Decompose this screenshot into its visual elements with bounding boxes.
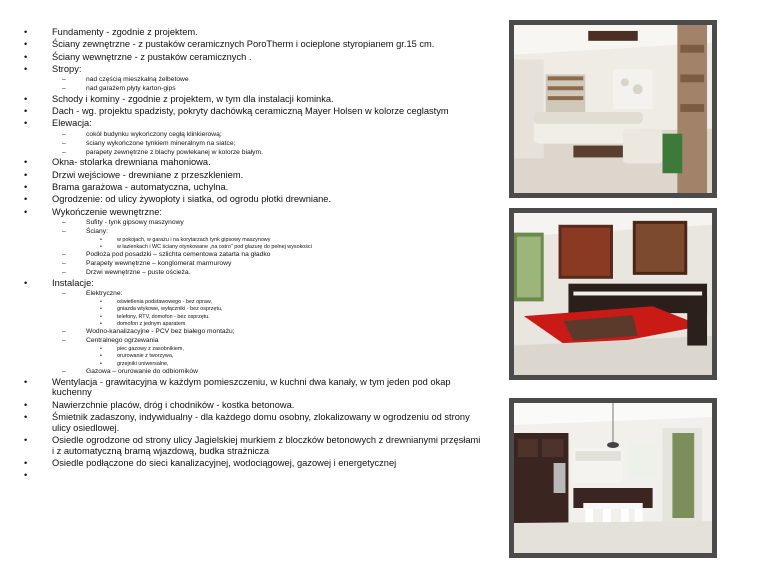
list-item-text: Ściany: [86,227,108,235]
list-item-text: gniazda wtykowe, wyłączniki - bez osprzętu, [117,306,223,313]
list-item-text: Ściany zewnętrzne - z pustaków ceramicznych PoroTherm i ocieplone styropianem gr.15 cm. [52,39,435,50]
list-item-text: Elektryczne: [86,290,123,298]
list-item-text: Ściany wewnętrzne - z pustaków ceramicznych . [52,51,252,62]
bullet-marker: • [24,181,28,192]
bullet-marker: – [62,148,66,156]
bullet-marker: • [100,360,102,367]
list-item-text: nad garażem płyty karton-gips [86,85,176,93]
bullet-marker: • [24,27,28,37]
bullet-marker: – [62,260,66,268]
bullet-marker: • [24,194,28,205]
list-item-text: Centralnego ogrzewania [86,337,159,345]
bullet-marker: – [62,227,66,235]
bullet-marker: • [24,470,28,481]
list-item [24,244,494,250]
bullet-marker: • [24,435,28,446]
list-item-text: orurowanie z tworzywa, [117,353,174,360]
list-item [24,314,494,320]
bullet-marker: • [100,236,102,243]
list-item-text: Okna- stolarka drewniana mahoniowa. [52,157,211,168]
bullet-marker: • [24,277,28,288]
list-item-text: Fundamenty - zgodnie z projektem. [52,27,198,37]
list-item-text: Nawierzchnie placów, dróg i chodników - kostka betonowa. [52,399,295,410]
bullet-marker: – [62,85,66,93]
list-item-text: w łazienkach i WC ściany otynkowane „na ostro" pod glazurę do pełnej wysokości [117,243,312,250]
list-item [24,458,494,469]
bullet-marker: • [100,313,102,320]
list-item-text: piec gazowy z zasobnikiem, [117,346,184,353]
list-item-text: parapety zewnętrzne z blachy powlekanej w kolorze białym. [86,148,263,156]
list-item-text: w pokojach, w garażu i na korytarzach tynk gipsowy maszynowy [117,236,271,243]
list-item-text: oświetlenia podstawowego - bez opraw, [117,299,212,306]
list-item-text: Instalacje: [52,277,94,288]
living-room-render [509,20,717,198]
list-item [24,346,494,352]
list-item-text: Gazowa – orurowanie do odbiorników [86,367,198,375]
list-item [24,328,494,336]
bullet-marker: – [62,367,66,375]
list-item [24,157,494,168]
bullet-marker: – [62,76,66,84]
kitchen-render [509,398,717,558]
list-item [24,237,494,243]
bullet-marker: • [100,306,102,313]
bullet-marker: – [62,139,66,147]
list-item [24,52,494,63]
list-item [24,118,494,129]
bullet-marker: • [24,206,28,217]
list-item [24,149,494,157]
bullet-marker: – [62,328,66,336]
list-item [24,377,482,398]
bullet-marker: • [100,299,102,306]
bullet-marker: • [24,51,28,62]
list-item-text: Dach - wg. projektu spadzisty, pokryty dachówką ceramiczną Mayer Holsen w kolorze ceglastym [52,106,449,117]
list-item [24,299,494,305]
list-item [24,94,494,105]
list-item-text: Drzwi wejściowe - drewniane z przeszkleniem. [52,169,244,180]
list-item-text: Schody i kominy - zgodnie z projektem, w tym dla instalacji kominka. [52,93,334,104]
list-item-text: Stropy: [52,63,82,74]
list-item [24,194,494,205]
list-item [24,251,494,259]
list-item [24,219,494,227]
list-item-text: Ogrodzenie: od ulicy żywopłoty i siatka, od ogrodu płotki drewniane. [52,194,332,205]
list-item-text: domofon z jednym aparatem [117,320,186,327]
bullet-marker: – [62,130,66,138]
bullet-marker: • [24,118,28,129]
list-item-text: Podłoża pod posadzki – szlichta cementowa zatarta na gładko [86,251,271,259]
list-item [24,182,494,193]
list-item-text: ściany wykończone tynkiem mineralnym na siatce; [86,139,236,147]
list-item [24,260,494,268]
list-item [24,85,494,93]
list-item [24,306,494,312]
bullet-marker: – [62,337,66,345]
bullet-marker: – [62,290,66,298]
bullet-marker: • [24,376,28,387]
list-item [24,278,494,289]
list-item [24,321,494,327]
bullet-marker: – [62,268,66,276]
list-item [24,64,494,75]
list-item [24,207,494,218]
list-item-text: Śmietnik zadaszony, indywidualny - dla każdego domu osobny, zlokalizowany w ogrodzeniu od strony ulicy osiedlowej. [52,412,470,433]
list-item-text: Sufity - tynk gipsowy maszynowy [86,218,184,226]
bullet-marker: • [24,157,28,168]
bullet-marker: • [24,63,28,74]
list-item [24,269,494,277]
list-item-text: cokół budynku wykończony cegłą klinkierową; [86,130,222,138]
list-item [24,76,494,84]
list-item-text: Osiedle ogrodzone od strony ulicy Jagielskiej murkiem z bloczków betonowych z drewnianymi przęsłami i z automatyczną bramą wjazdową, budka strażnicza [52,435,481,456]
list-item [24,131,494,139]
specification-list [24,27,494,481]
list-item-text: Wodno-kanalizacyjne - PCV bez białego montażu; [86,328,235,336]
bullet-marker: • [24,106,28,117]
bullet-marker: • [24,169,28,180]
list-item-text: telefony, RTV, domofon - bez osprzętu. [117,313,210,320]
bullet-marker: – [62,251,66,259]
list-item [24,353,494,359]
list-item [24,400,494,411]
bullet-marker: • [100,353,102,360]
bullet-marker: • [24,457,28,468]
bullet-marker: • [100,346,102,353]
list-item [24,228,494,236]
bullet-marker: • [100,320,102,327]
list-item [24,412,482,433]
list-item [24,361,494,367]
list-item [24,435,482,456]
bullet-marker: • [24,399,28,410]
list-item [24,39,494,50]
list-item-text: Drzwi wewnętrzne – puste ościeża. [86,268,191,276]
bullet-marker: – [62,218,66,226]
list-item-text: Elewacja: [52,118,92,129]
bullet-marker: • [100,243,102,250]
list-item-text: Brama garażowa - automatyczna, uchylna. [52,181,229,192]
list-item [24,140,494,148]
list-item-text: Wentylacja - grawitacyjna w każdym pomieszczeniu, w kuchni dwa kanały, w tym jeden pod okap kuchenny [52,376,451,398]
list-item-text: grzejniki uniwersalne, [117,360,169,367]
list-item [24,337,494,345]
bullet-marker: • [24,412,28,423]
list-item [24,106,494,117]
bullet-marker: • [24,93,28,104]
list-item-text: Parapety wewnętrzne – konglomerat marmurowy [86,260,232,268]
list-item-text: Osiedle podłączone do sieci kanalizacyjnej, wodociągowej, gazowej i energetycznej [52,457,397,468]
list-item-text: Wykończenie wewnętrzne: [52,206,162,217]
list-item [24,27,494,38]
list-item [24,368,494,376]
list-item-text: nad częścią mieszkalną żelbetowe [86,76,189,84]
bullet-marker: • [24,39,28,50]
list-item [24,170,494,181]
bedroom-render [509,208,717,380]
list-item [24,290,494,298]
